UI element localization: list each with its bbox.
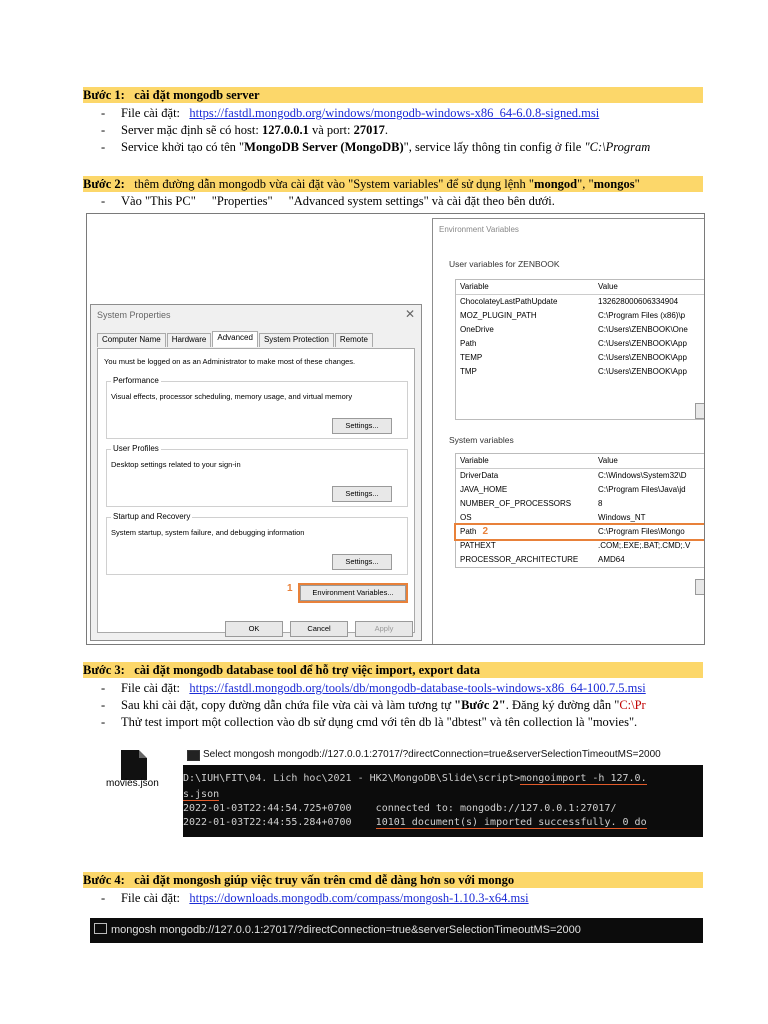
table-row[interactable]: ChocolateyLastPathUpdate 132628000606334904 — [460, 297, 679, 306]
step4-bullet-file: - File cài đặt: https://downloads.mongodb.com/compass/mongosh-1.10.3-x64.msi — [101, 891, 529, 905]
terminal-title: mongosh mongodb://127.0.0.1:27017/?directConnection=true&serverSelectionTimeoutMS=2000 — [94, 923, 581, 936]
terminal-titlebar: Select mongosh mongodb://127.0.0.1:27017/?directConnection=true&serverSelectionTimeoutMS=2000 — [183, 745, 703, 765]
json-file-label: movies.json — [106, 778, 159, 789]
admin-notice: You must be logged on as an Administrator to make most of these changes. — [104, 357, 356, 366]
user-variables-label: User variables for ZENBOOK — [449, 259, 560, 269]
step3-bullet-path: - Sau khi cài đặt, copy đường dẫn chứa file vừa cài và làm tương tự "Bước 2". Đăng ký đường dẫn "C:\Pr — [101, 698, 646, 712]
close-icon[interactable]: ✕ — [404, 307, 415, 321]
table-row[interactable]: Path C:\Users\ZENBOOK\App — [460, 339, 687, 348]
tab-hardware[interactable]: Hardware — [167, 333, 212, 347]
table-row[interactable]: PROCESSOR_ARCHITECTURE AMD64 — [460, 555, 625, 564]
ok-button[interactable]: OK — [225, 621, 283, 637]
table-row[interactable]: OneDrive C:\Users\ZENBOOK\One — [460, 325, 688, 334]
marker-2: 2 — [482, 526, 489, 537]
tab-strip — [97, 333, 374, 347]
environment-variables-dialog: Environment Variables User variables for ZENBOOK Variable Value ChocolateyLastPathUpdate 132628000606334904 MOZ_PLUGIN_PATH C:\Program Files (x86)\p OneDrive C:\Users\ZENBOOK\One Path C:\Users\ZENBOOK\App TEMP C:\Users\ZENBOOK\App TMP C:\Users\ZENBOOK\App System variables Variable Value DriverData C:\Windows\System32\D JAVA_HOME C:\Program Files\Java\jd NUMBER_OF_PROCESSORS 8 OS Windows_NT Path 2 C:\Program Files\Mongo PATHEXT .COM;.EXE;.BAT;.CMD;.V PROCESSOR_ARCHITECTURE AMD64 — [432, 218, 705, 645]
system-variables-table — [455, 453, 705, 568]
terminal-line: D:\IUH\FIT\04. Lich hoc\2021 - HK2\MongoDB\Slide\script>mongoimport -h 127.0. — [183, 773, 647, 784]
tab-remote[interactable]: Remote — [335, 333, 373, 347]
tab-advanced[interactable]: Advanced — [212, 331, 258, 347]
table-row[interactable]: MOZ_PLUGIN_PATH C:\Program Files (x86)\p — [460, 311, 686, 320]
import-terminal — [183, 745, 703, 837]
json-file-icon — [121, 750, 147, 780]
table-row[interactable]: TEMP C:\Users\ZENBOOK\App — [460, 353, 687, 362]
terminal-icon — [94, 923, 107, 934]
step4-download-link[interactable]: https://downloads.mongodb.com/compass/mongosh-1.10.3-x64.msi — [189, 891, 529, 905]
system-new-button[interactable] — [695, 579, 705, 595]
step2-bullet: - Vào "This PC" ⃞ "Properties" ⃞ "Advanced system settings" và cài đặt theo bên dưới. — [101, 194, 555, 208]
table-row[interactable]: NUMBER_OF_PROCESSORS 8 — [460, 499, 603, 508]
table-header: Variable Value — [456, 454, 705, 469]
step3-bullet-test: - Thử test import một collection vào db sử dụng cmd với tên db là "dbtest" và tên collection là "movies". — [101, 715, 638, 729]
step3-heading: Bước 3: cài đặt mongodb database tool để hỗ trợ việc import, export data — [83, 662, 703, 678]
table-row-path-selected[interactable]: Path 2 C:\Program Files\Mongo — [456, 525, 705, 539]
step1-bullet-service: - Service khởi tạo có tên "MongoDB Server (MongoDB)", service lấy thông tin config ở file "C:\Program — [101, 140, 651, 154]
apply-button[interactable]: Apply — [355, 621, 413, 637]
table-row[interactable]: TMP C:\Users\ZENBOOK\App — [460, 367, 687, 376]
startup-recovery-group: Startup and Recovery System startup, system failure, and debugging information Settings... — [106, 517, 408, 575]
table-row[interactable]: OS Windows_NT — [460, 513, 646, 522]
advanced-tab-body — [97, 348, 415, 633]
step1-bullet-host: - Server mặc định sẽ có host: 127.0.0.1 và port: 27017. — [101, 123, 388, 137]
mongosh-terminal — [90, 918, 703, 943]
terminal-line: 2022-01-03T22:44:55.284+0700 10101 document(s) imported successfully. 0 do — [183, 817, 647, 828]
step1-heading: Bước 1: cài đặt mongodb server — [83, 87, 703, 103]
user-variables-table — [455, 279, 705, 420]
table-row[interactable]: JAVA_HOME C:\Program Files\Java\jd — [460, 485, 686, 494]
table-row[interactable]: DriverData C:\Windows\System32\D — [460, 471, 687, 480]
terminal-line: s.json — [183, 789, 220, 800]
cancel-button[interactable]: Cancel — [290, 621, 348, 637]
tab-system-protection[interactable]: System Protection — [259, 333, 334, 347]
profiles-settings-button[interactable]: Settings... — [332, 486, 392, 502]
environment-variables-button[interactable]: Environment Variables... — [300, 585, 406, 601]
settings-screenshot — [86, 213, 705, 645]
user-new-button[interactable] — [695, 403, 705, 419]
step3-download-link[interactable]: https://fastdl.mongodb.org/tools/db/mongodb-database-tools-windows-x86_64-100.7.5.msi — [189, 681, 646, 695]
step3-bullet-file: - File cài đặt: https://fastdl.mongodb.org/tools/db/mongodb-database-tools-windows-x86_64-100.7.5.msi — [101, 681, 646, 695]
tab-computer-name[interactable]: Computer Name — [97, 333, 166, 347]
table-header: Variable Value — [456, 280, 705, 295]
table-row[interactable]: PATHEXT .COM;.EXE;.BAT;.CMD;.V — [460, 541, 691, 550]
startup-settings-button[interactable]: Settings... — [332, 554, 392, 570]
step1-bullet-file: - File cài đặt: https://fastdl.mongodb.org/windows/mongodb-windows-x86_64-6.0.8-signed.msi — [101, 106, 600, 120]
step2-heading: Bước 2: thêm đường dẫn mongodb vừa cài đặt vào "System variables" để sử dụng lệnh "mongod", "mongos" — [83, 176, 703, 192]
step1-download-link[interactable]: https://fastdl.mongodb.org/windows/mongodb-windows-x86_64-6.0.8-signed.msi — [189, 106, 600, 120]
performance-group: Performance Visual effects, processor scheduling, memory usage, and virtual memory Settings... — [106, 381, 408, 439]
system-variables-label: System variables — [449, 435, 514, 445]
terminal-line: 2022-01-03T22:44:54.725+0700 connected to: mongodb://127.0.0.1:27017/ — [183, 803, 617, 814]
performance-settings-button[interactable]: Settings... — [332, 418, 392, 434]
step4-heading: Bước 4: cài đặt mongosh giúp việc truy vấn trên cmd dễ dàng hơn so với mongo — [83, 872, 703, 888]
marker-1: 1 — [287, 583, 293, 594]
user-profiles-group: User Profiles Desktop settings related to your sign-in Settings... — [106, 449, 408, 507]
terminal-icon — [187, 750, 200, 761]
system-properties-dialog: System Properties ✕ Computer Name Hardware Advanced System Protection Remote You must be logged on as an Administrator to make most of these changes. Performance Visual effects, processor scheduling, memory usage, and virtual memory Settings... User Profiles Desktop settings related to your sign-in Settings... Startup and Recovery System startup, system failure, and debugging information Settings... 1 Environment Variables... OK Cancel Apply — [90, 304, 422, 641]
